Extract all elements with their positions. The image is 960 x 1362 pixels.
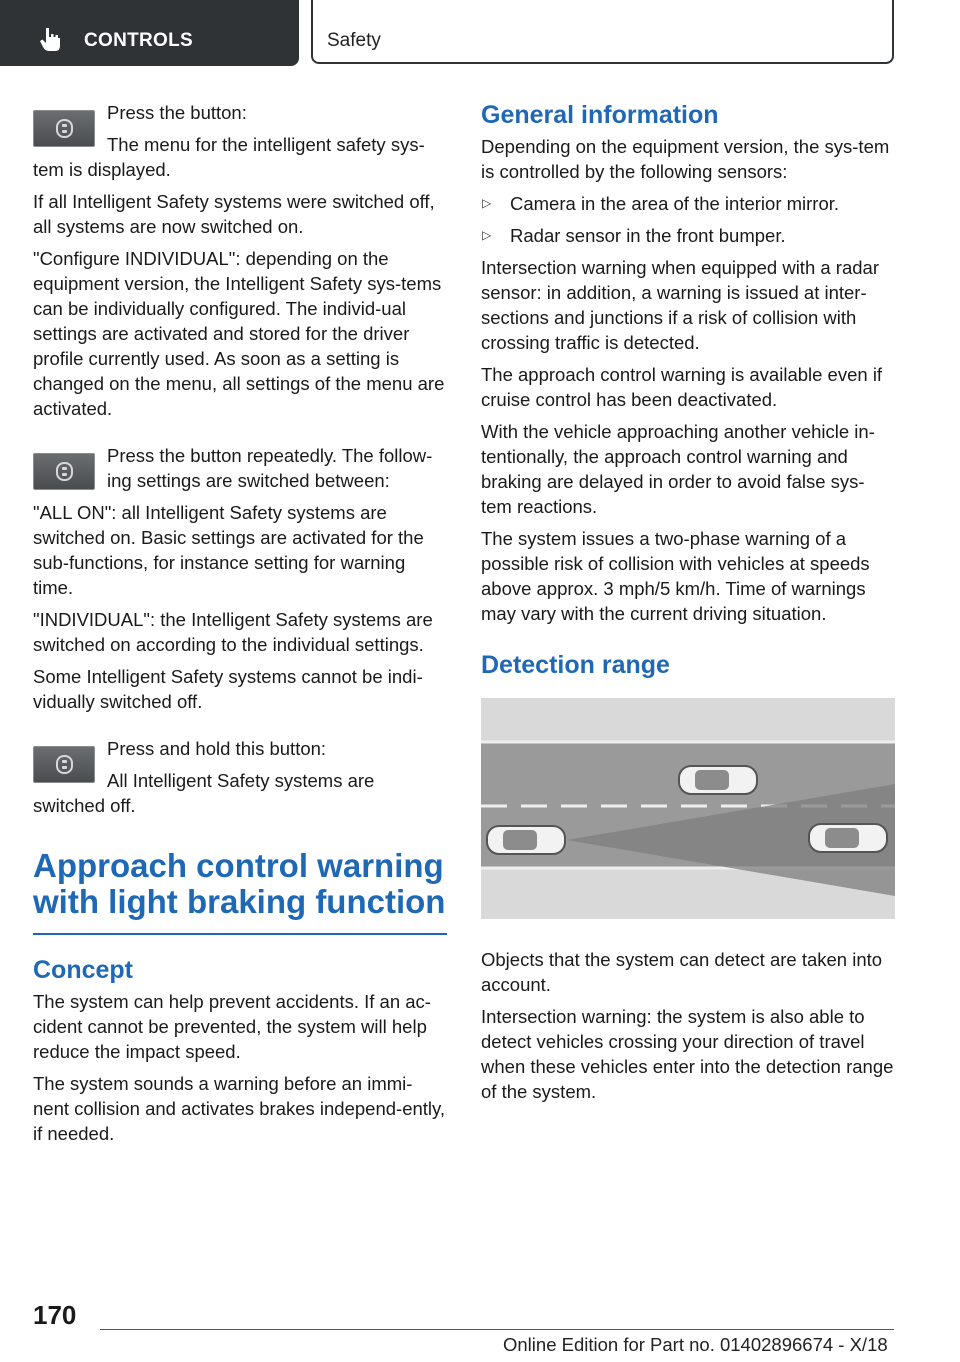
paragraph: "ALL ON": all Intelligent Safety systems are switched on. Basic settings are activated for the sub-functions, for instance setting for warning time. — [33, 502, 424, 598]
page-title: Safety — [327, 30, 381, 51]
list-item: ▷ Camera in the area of the interior mirror. — [482, 193, 840, 214]
page-number: 170 — [33, 1300, 77, 1330]
button-instruction-3 — [33, 736, 447, 818]
left-column — [33, 100, 447, 1153]
subsection-heading-concept: Concept — [33, 956, 133, 984]
instruction-text: The menu for the intelligent safety sys- — [107, 134, 425, 155]
instruction-text: tem is displayed. — [33, 159, 171, 180]
button-instruction-2 — [33, 443, 447, 493]
paragraph: Intersection warning when equipped with a radar sensor: in addition, a warning is issued at inter-sections and junctions if a risk of collision with crossing traffic is detected. — [481, 257, 879, 353]
instruction-text: Press and hold this button: — [107, 738, 327, 759]
safety-button-image — [33, 746, 95, 783]
paragraph: "Configure INDIVIDUAL": depending on the equipment version, the Intelligent Safety sys-tems can be individually configured. The individ-ual settings are activated and stored for the driver profile currently used. As soon as a setting is changed on the menu, all settings of the menu are activated. — [33, 248, 445, 419]
list-item: ▷ Radar sensor in the front bumper. — [482, 225, 786, 246]
paragraph: "INDIVIDUAL": the Intelligent Safety systems are switched on according to the individual settings. — [33, 609, 433, 655]
paragraph: With the vehicle approaching another vehicle in-tentionally, the approach control warning and braking are delayed in order to avoid false sys-tem reactions. — [481, 421, 875, 517]
right-column — [481, 100, 895, 1111]
page-title-box — [311, 0, 894, 64]
instruction-text: All Intelligent Safety systems are — [107, 770, 375, 791]
paragraph: Some Intelligent Safety systems cannot be indi-vidually switched off. — [33, 666, 423, 712]
subsection-heading-detection: Detection range — [481, 651, 670, 679]
paragraph: The system can help prevent accidents. If an ac-cident cannot be prevented, the system will help reduce the impact speed. — [33, 991, 431, 1062]
subsection-heading-general: General information — [481, 101, 719, 129]
paragraph: Intersection warning: the system is also able to detect vehicles crossing your direction of travel when these vehicles enter into the detection range of the system. — [481, 1006, 894, 1102]
section-label: CONTROLS — [84, 30, 194, 51]
instruction-text: switched off. — [33, 795, 136, 816]
safety-button-image — [33, 453, 95, 490]
safety-button-icon — [56, 462, 73, 481]
car-ahead-icon — [809, 824, 887, 852]
safety-button-image — [33, 110, 95, 147]
paragraph: The system issues a two-phase warning of a possible risk of collision with vehicles at speeds above approx. 3 mph/5 km/h. Time of warnings may vary with the current driving situation. — [481, 528, 870, 624]
footer-edition: Online Edition for Part no. 01402896674 - X/18 — [503, 1334, 888, 1355]
paragraph: The system sounds a warning before an immi-nent collision and activates brakes independ-ently, if needed. — [33, 1073, 446, 1144]
paragraph: If all Intelligent Safety systems were switched off, all systems are now switched on. — [33, 191, 435, 237]
car-front-icon — [679, 766, 757, 794]
section-tab — [0, 0, 299, 66]
detection-range-illustration — [481, 698, 895, 919]
heading-rule — [33, 933, 447, 935]
button-instruction-1 — [33, 100, 447, 182]
footer-rule — [100, 1329, 894, 1330]
paragraph: Depending on the equipment version, the sys-tem is controlled by the following sensors: — [481, 136, 890, 182]
safety-button-icon — [56, 755, 73, 774]
safety-button-icon — [56, 119, 73, 138]
paragraph: The approach control warning is available even if cruise control has been deactivated. — [481, 364, 883, 410]
paragraph: Objects that the system can detect are taken into account. — [481, 949, 883, 995]
hand-pointer-icon — [38, 26, 64, 52]
section-heading: Approach control warning with light braking function — [33, 847, 446, 920]
triangle-bullet-icon: ▷ — [482, 196, 492, 210]
instruction-text: Press the button repeatedly. The follow-ing settings are switched between: — [107, 445, 433, 491]
page-header — [0, 0, 960, 66]
instruction-text: Press the button: — [107, 102, 247, 123]
car-own-icon — [487, 826, 565, 854]
triangle-bullet-icon: ▷ — [482, 228, 492, 242]
